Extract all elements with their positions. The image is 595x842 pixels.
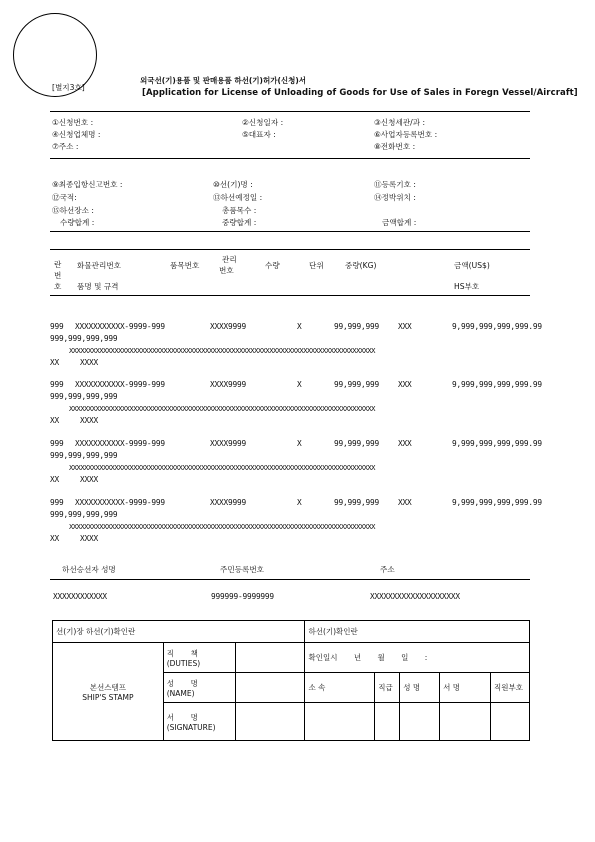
- divider: [50, 158, 530, 159]
- col-no-3: 호: [54, 282, 62, 291]
- divider: [50, 111, 530, 112]
- registration-mark-label: ⑪등록기호 :: [374, 180, 416, 189]
- item-name-2: XX: [50, 475, 59, 484]
- ship-stamp-label-kr: 본선스템프: [89, 682, 126, 692]
- item-name-2: XX: [50, 534, 59, 543]
- signature-cell: [163, 703, 235, 741]
- customs-office-label: ③신청세관/과 :: [374, 118, 426, 127]
- ship-stamp-label-en: SHIP'S STAMP: [82, 692, 134, 702]
- item-amount-2: 999,999,999,999: [50, 451, 118, 460]
- col-no-2: 번: [54, 271, 62, 280]
- item-qty: X: [297, 498, 302, 507]
- item-product-no: XXXX9999: [210, 380, 246, 389]
- person-name-value[interactable]: [400, 703, 440, 741]
- address-label: ⑦주소 :: [52, 142, 79, 151]
- berth-label: ⑭정박위치 :: [374, 193, 416, 202]
- col-amount: 금액(US$): [454, 261, 490, 270]
- name-cell: [163, 673, 235, 703]
- title-korean: 외국선(기)용품 및 판매용품 하선(기)허가(신청)서: [140, 76, 307, 85]
- item-name-2: XX: [50, 416, 59, 425]
- position-value[interactable]: [375, 703, 400, 741]
- item-weight: 99,999,999: [334, 498, 379, 507]
- item-name-2: XX: [50, 358, 59, 367]
- item-hs: XXXX: [80, 475, 98, 484]
- captain-confirm-header: 선(기)장 하선(기)확인란: [53, 621, 305, 643]
- total-amount-label: 금액합계 :: [382, 218, 417, 227]
- item-weight: 99,999,999: [334, 380, 379, 389]
- name-label-kr: 성 명: [166, 678, 198, 688]
- divider: [50, 231, 530, 232]
- position-header: 직급: [375, 673, 400, 703]
- item-hs: XXXX: [80, 416, 98, 425]
- unloader-name-value: XXXXXXXXXXXX: [53, 592, 107, 601]
- item-name: XXXXXXXXXXXXXXXXXXXXXXXXXXXXXXXXXXXXXXXXXXXXXXXXXXXXXXXXXXXXXXXXXXXXXXXXXXXXXXXXX: [69, 522, 375, 531]
- item-no: 999: [50, 439, 64, 448]
- item-amount: 9,999,999,999,999.99: [452, 439, 542, 448]
- item-qty: X: [297, 439, 302, 448]
- item-amount: 9,999,999,999,999.99: [452, 380, 542, 389]
- item-unit: XXX: [398, 322, 412, 331]
- signature-label-kr: 서 명: [166, 712, 198, 722]
- business-reg-label: ⑥사업자등록번호 :: [374, 130, 438, 139]
- item-no: 999: [50, 322, 64, 331]
- col-no-1: 란: [54, 260, 62, 269]
- unloader-resident-value: 999999-9999999: [211, 592, 274, 601]
- item-name: XXXXXXXXXXXXXXXXXXXXXXXXXXXXXXXXXXXXXXXXXXXXXXXXXXXXXXXXXXXXXXXXXXXXXXXXXXXXXXXXX: [69, 463, 375, 472]
- col-mgmt-no-2: 번호: [219, 266, 234, 275]
- unloader-resident-label: 주민등록번호: [220, 565, 265, 574]
- confirmation-table: [52, 620, 530, 741]
- unloading-confirm-header: 하선(기)확인란: [305, 621, 530, 643]
- affiliation-header: 소 속: [305, 673, 375, 703]
- signature-label-en: (SIGNATURE): [166, 722, 216, 732]
- item-qty: X: [297, 380, 302, 389]
- scheduled-date-label: ⑬하선예정일 :: [213, 193, 263, 202]
- sign-header: 서 명: [440, 673, 491, 703]
- total-weight-label: 중량합계 :: [222, 218, 257, 227]
- item-unit: XXX: [398, 380, 412, 389]
- item-unit: XXX: [398, 498, 412, 507]
- item-name: XXXXXXXXXXXXXXXXXXXXXXXXXXXXXXXXXXXXXXXXXXXXXXXXXXXXXXXXXXXXXXXXXXXXXXXXXXXXXXXXX: [69, 404, 375, 413]
- item-cargo-no: XXXXXXXXXXX-9999-999: [75, 380, 165, 389]
- item-product-no: XXXX9999: [210, 322, 246, 331]
- divider: [50, 249, 530, 250]
- item-amount-2: 999,999,999,999: [50, 510, 118, 519]
- sign-value[interactable]: [440, 703, 491, 741]
- name-value[interactable]: [235, 673, 305, 703]
- item-product-no: XXXX9999: [210, 498, 246, 507]
- item-amount-2: 999,999,999,999: [50, 392, 118, 401]
- duties-cell: [163, 643, 235, 673]
- item-product-no: XXXX9999: [210, 439, 246, 448]
- duties-label-kr: 직 책: [166, 648, 198, 658]
- item-weight: 99,999,999: [334, 439, 379, 448]
- item-cargo-no: XXXXXXXXXXX-9999-999: [75, 439, 165, 448]
- col-product-no: 품목번호: [170, 261, 200, 270]
- nationality-label: ⑫국적:: [52, 193, 77, 202]
- unloader-address-value: XXXXXXXXXXXXXXXXXXXX: [370, 592, 460, 601]
- col-name-spec: 품명 및 규격: [77, 282, 119, 291]
- company-label: ④신청업체명 :: [52, 130, 101, 139]
- month-label: 월: [377, 653, 385, 662]
- item-hs: XXXX: [80, 358, 98, 367]
- item-amount: 9,999,999,999,999.99: [452, 498, 542, 507]
- item-no: 999: [50, 380, 64, 389]
- total-qty-label: 수량합계 :: [60, 218, 95, 227]
- item-amount: 9,999,999,999,999.99: [452, 322, 542, 331]
- col-weight: 중량(KG): [345, 261, 377, 270]
- item-hs: XXXX: [80, 534, 98, 543]
- application-date-label: ②신청일자 :: [242, 118, 284, 127]
- divider: [50, 579, 530, 580]
- confirm-date-label: 확인일시: [308, 653, 338, 662]
- col-unit: 단위: [309, 261, 324, 270]
- col-hs-code: HS부호: [454, 282, 480, 291]
- name-label-en: (NAME): [166, 688, 195, 698]
- signature-value[interactable]: [235, 703, 305, 741]
- employee-no-value[interactable]: [491, 703, 530, 741]
- unloader-name-label: 하선승선자 성명: [62, 565, 116, 574]
- item-name: XXXXXXXXXXXXXXXXXXXXXXXXXXXXXXXXXXXXXXXXXXXXXXXXXXXXXXXXXXXXXXXXXXXXXXXXXXXXXXXXX: [69, 346, 375, 355]
- col-mgmt-no-1: 관리: [222, 255, 237, 264]
- col-cargo-no: 화물관리번호: [77, 261, 122, 270]
- item-cargo-no: XXXXXXXXXXX-9999-999: [75, 498, 165, 507]
- item-no: 999: [50, 498, 64, 507]
- vessel-name-label: ⑩선(기)명 :: [213, 180, 253, 189]
- confirm-date-cell: [305, 643, 530, 673]
- duties-value[interactable]: [235, 643, 305, 673]
- item-qty: X: [297, 322, 302, 331]
- item-amount-2: 999,999,999,999: [50, 334, 118, 343]
- employee-no-header: 직원부호: [491, 673, 530, 703]
- year-label: 년: [353, 653, 362, 662]
- ship-stamp-cell: [53, 643, 164, 741]
- date-colon: :: [424, 653, 428, 662]
- representative-label: ⑤대표자 :: [242, 130, 276, 139]
- col-quantity: 수량: [265, 261, 280, 270]
- total-items-label: 총품목수 :: [222, 206, 257, 215]
- unloader-address-label: 주소: [380, 565, 395, 574]
- item-cargo-no: XXXXXXXXXXX-9999-999: [75, 322, 165, 331]
- divider: [50, 295, 530, 296]
- day-label: 일: [401, 653, 409, 662]
- form-number: [별지3호]: [52, 83, 85, 92]
- item-unit: XXX: [398, 439, 412, 448]
- item-weight: 99,999,999: [334, 322, 379, 331]
- application-no-label: ①신청번호 :: [52, 118, 94, 127]
- final-entry-label: ⑨최종입항신고번호 :: [52, 180, 123, 189]
- duties-label-en: (DUTIES): [166, 658, 201, 668]
- person-name-header: 성 명: [400, 673, 440, 703]
- title-english: [Application for License of Unloading of Goods for Use of Sales in Foregn Vessel/Aircraft]: [142, 88, 578, 98]
- unloading-place-label: ⑮하선장소 :: [52, 206, 94, 215]
- affiliation-value[interactable]: [305, 703, 375, 741]
- phone-label: ⑧전화번호 :: [374, 142, 416, 151]
